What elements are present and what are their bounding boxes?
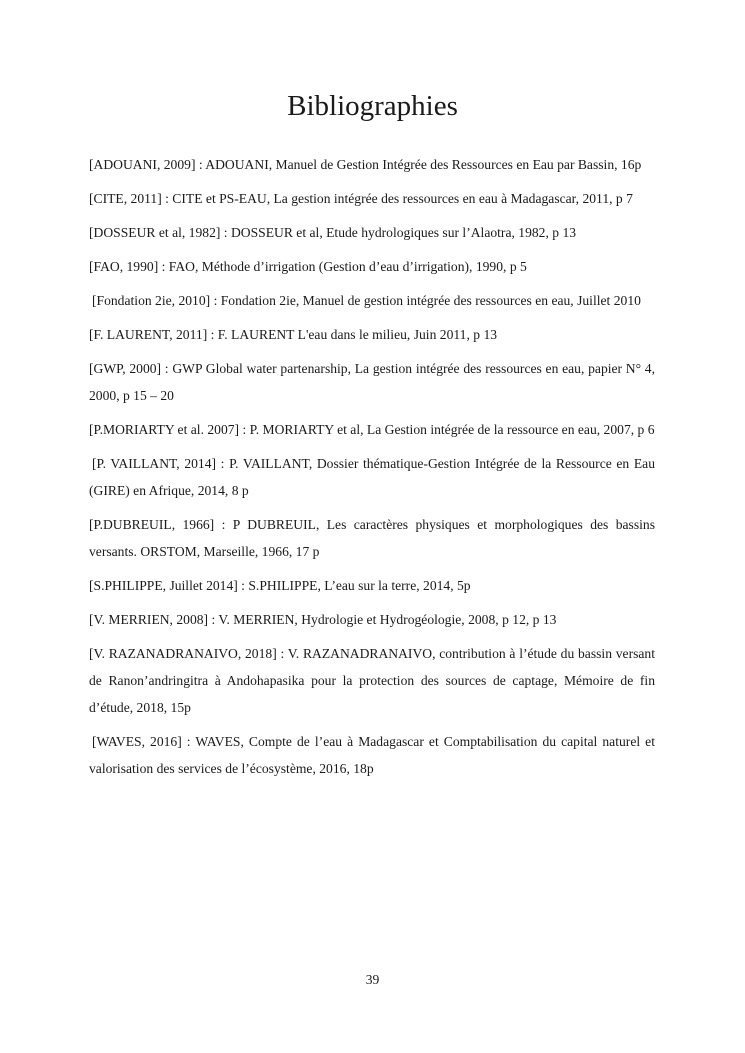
bibliography-entry: [FAO, 1990] : FAO, Méthode d’irrigation (Gestion d’eau d’irrigation), 1990, p 5 bbox=[89, 259, 527, 274]
bibliography-list bbox=[89, 151, 655, 789]
bibliography-entry: [P.DUBREUIL, 1966] : P DUBREUIL, Les caractères physiques et morphologiques des bassins versants. ORSTOM, Marseille, 1966, 17 p bbox=[89, 517, 655, 559]
bibliography-entry: [V. MERRIEN, 2008] : V. MERRIEN, Hydrologie et Hydrogéologie, 2008, p 12, p 13 bbox=[89, 612, 557, 627]
page-number: 39 bbox=[365, 972, 380, 987]
bibliography-entry: [CITE, 2011] : CITE et PS-EAU, La gestion intégrée des ressources en eau à Madagascar, 2011, p 7 bbox=[89, 191, 633, 206]
bibliography-entry: [ADOUANI, 2009] : ADOUANI, Manuel de Gestion Intégrée des Ressources en Eau par Bassin, 16p bbox=[89, 157, 642, 172]
bibliography-entry: [P.MORIARTY et al. 2007] : P. MORIARTY et al, La Gestion intégrée de la ressource en eau, 2007, p 6 bbox=[89, 422, 655, 437]
bibliography-entry: [S.PHILIPPE, Juillet 2014] : S.PHILIPPE, L’eau sur la terre, 2014, 5p bbox=[89, 578, 471, 593]
bibliography-entry: [F. LAURENT, 2011] : F. LAURENT L'eau dans le milieu, Juin 2011, p 13 bbox=[89, 327, 498, 342]
page-title: Bibliographies bbox=[287, 90, 458, 122]
bibliography-entry: [GWP, 2000] : GWP Global water partenarship, La gestion intégrée des ressources en eau, papier N° 4, 2000, p 15 – 20 bbox=[89, 361, 655, 403]
bibliography-entry: [V. RAZANADRANAIVO, 2018] : V. RAZANADRANAIVO, contribution à l’étude du bassin versant de Ranon’andringitra à Andohapasika pour la protection des sources de captage, Mémoire de fin d’étude, 2018, 15p bbox=[89, 646, 655, 715]
bibliography-entry: [P. VAILLANT, 2014] : P. VAILLANT, Dossier thématique-Gestion Intégrée de la Ressource en Eau (GIRE) en Afrique, 2014, 8 p bbox=[89, 456, 655, 498]
bibliography-entry: [Fondation 2ie, 2010] : Fondation 2ie, Manuel de gestion intégrée des ressources en eau, Juillet 2010 bbox=[92, 293, 641, 308]
bibliography-entry: [DOSSEUR et al, 1982] : DOSSEUR et al, Etude hydrologiques sur l’Alaotra, 1982, p 13 bbox=[89, 225, 577, 240]
bibliography-entry: [WAVES, 2016] : WAVES, Compte de l’eau à Madagascar et Comptabilisation du capital naturel et valorisation des services de l’écosystème, 2016, 18p bbox=[89, 734, 655, 776]
